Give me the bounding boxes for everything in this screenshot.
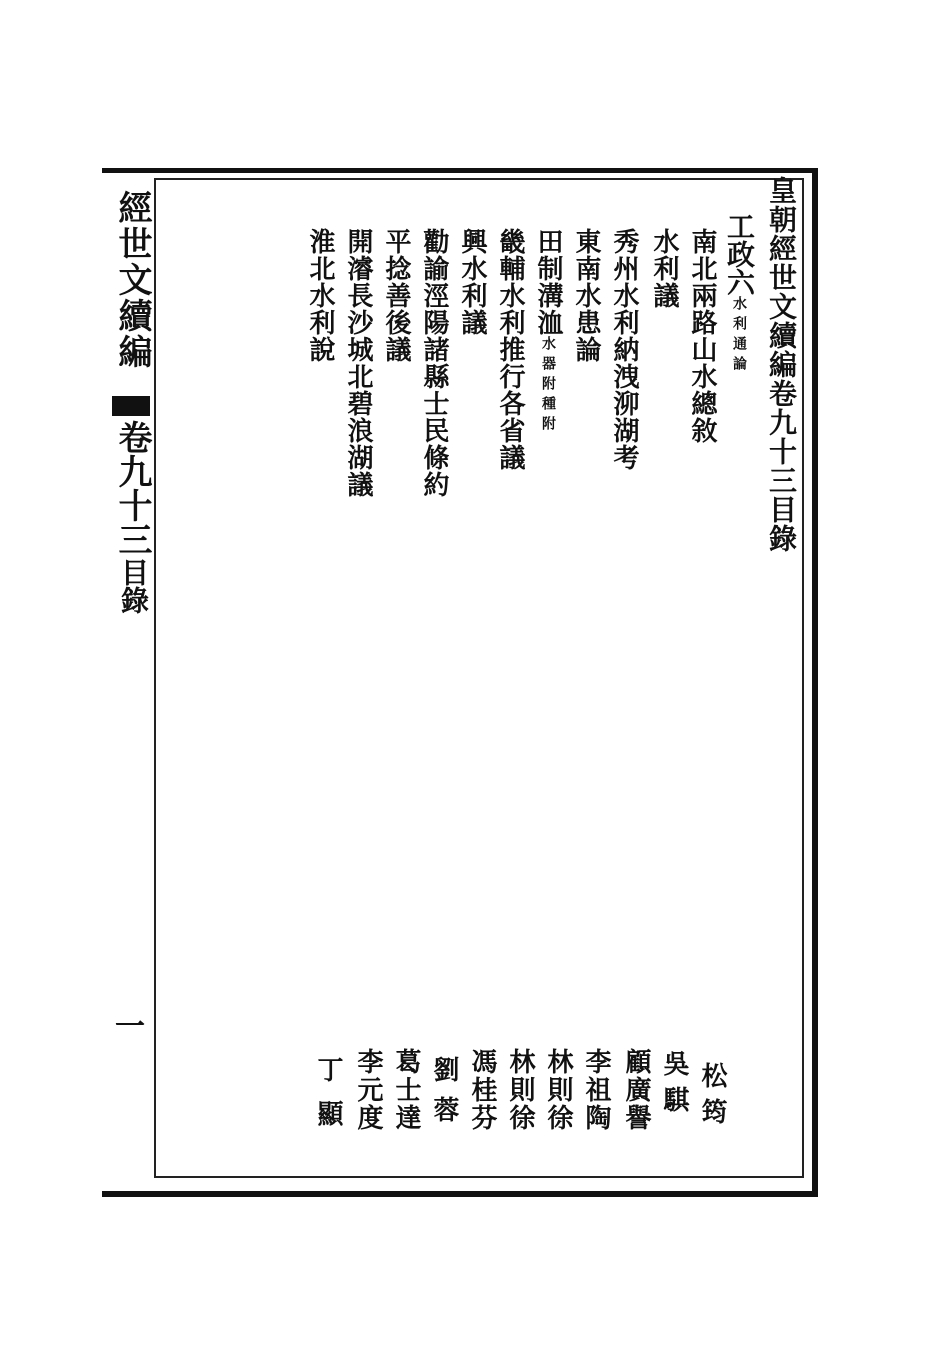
- entry-title: 平捻善後議: [381, 228, 411, 363]
- entry-title: 東南水患論: [571, 228, 601, 363]
- entry-title: 勸諭涇陽諸縣士民條約: [419, 228, 449, 498]
- entry-title: 水利議: [649, 228, 679, 309]
- section-label: 工政六: [723, 212, 756, 296]
- section-heading: [722, 212, 756, 376]
- entry-author: 葛士達: [391, 1048, 421, 1132]
- entry-note: 水器附種附: [540, 336, 556, 436]
- entry-author: 馮桂芬: [467, 1048, 497, 1132]
- entry-title: 開濬長沙城北碧浪湖議: [343, 228, 373, 498]
- entry-title: 南北兩路山水總敘: [687, 228, 717, 444]
- entry-author: 李祖陶: [581, 1048, 611, 1132]
- entry-author: 李元度: [353, 1048, 383, 1132]
- entry-title: [532, 228, 564, 436]
- entry-title: 畿輔水利推行各省議: [495, 228, 525, 471]
- page-title: 皇朝經世文續編卷九十三目錄: [765, 176, 798, 553]
- section-note: 水利通論: [731, 296, 747, 376]
- entry-author: 林則徐: [543, 1048, 573, 1132]
- entry-author: 顧廣譽: [621, 1048, 651, 1132]
- entry-title: 興水利議: [457, 228, 487, 336]
- entry-author: 林則徐: [505, 1048, 535, 1132]
- entry-author: 松筠: [697, 1062, 727, 1134]
- entry-title: 淮北水利說: [305, 228, 335, 363]
- entry-author: 丁顯: [313, 1056, 343, 1144]
- entry-author: 劉蓉: [429, 1056, 459, 1136]
- entry-title: 秀州水利納洩泖湖考: [609, 228, 639, 471]
- entry-title-text: 田制溝洫: [533, 228, 563, 336]
- margin-page-number: 一: [109, 1010, 144, 1040]
- fish-tail-mark: [112, 396, 150, 416]
- margin-book-title: 經世文續編: [112, 190, 152, 370]
- margin-category: 目錄: [117, 558, 150, 614]
- margin-volume: 卷九十三: [112, 420, 152, 556]
- entry-author: 吳騏: [659, 1050, 689, 1122]
